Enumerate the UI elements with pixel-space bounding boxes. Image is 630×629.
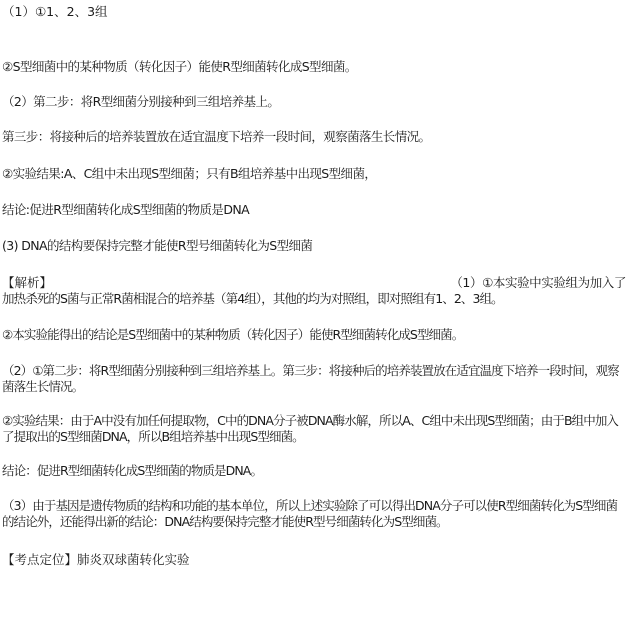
- analysis-paragraph-3: （2）①第二步：将R型细菌分别接种到三组培养基上。第三步：将接种后的培养装置放在适宜温度下培养一段时间，观察菌落生长情况。: [2, 363, 619, 394]
- analysis-p1-start: （1）①本实验中实验组为加入了: [450, 275, 626, 290]
- kaodian-footer: 【考点定位】肺炎双球菌转化实验: [2, 552, 190, 567]
- answer-line-2: ②S型细菌中的某种物质（转化因子）能使R型细菌转化成S型细菌。: [2, 59, 357, 74]
- answer-line-1: （1）①1、2、3组: [2, 4, 108, 19]
- analysis-heading-row: [2, 275, 626, 291]
- answer-line-4: 第三步：将接种后的培养装置放在适宜温度下培养一段时间，观察菌落生长情况。: [2, 129, 431, 144]
- analysis-p1-continuation: 加热杀死的S菌与正常R菌相混合的培养基（第4组），其他的均为对照组，即对照组有1、2、3组。: [2, 291, 503, 306]
- answer-line-6: 结论:促进R型细菌转化成S型细菌的物质是DNA: [2, 202, 250, 217]
- analysis-paragraph-6: （3）由于基因是遗传物质的结构和功能的基本单位，所以上述实验除了可以得出DNA分子可以使R型细菌转化为S型细菌的结论外，还能得出新的结论：DNA结构要保持完整才能使R型号细菌转化为S型细菌。: [2, 498, 618, 529]
- analysis-paragraph-2: ②本实验能得出的结论是S型细菌中的某种物质（转化因子）能使R型细菌转化成S型细菌。: [2, 327, 464, 342]
- answer-line-5: ②实验结果:A、C组中未出现S型细菌；只有B组培养基中出现S型细菌，: [2, 166, 377, 181]
- analysis-paragraph-5: 结论：促进R型细菌转化成S型细菌的物质是DNA。: [2, 463, 263, 478]
- analysis-paragraph-4: ②实验结果：由于A中没有加任何提取物，C中的DNA分子被DNA酶水解，所以A、C组中未出现S型细菌；由于B组中加入了提取出的S型细菌DNA，所以B组培养基中出现S型细菌。: [2, 413, 619, 444]
- answer-line-3: （2）第二步：将R型细菌分别接种到三组培养基上。: [2, 94, 280, 109]
- answer-line-7: (3) DNA的结构要保持完整才能使R型号细菌转化为S型细菌: [2, 238, 313, 253]
- analysis-heading: 【解析】: [2, 275, 53, 290]
